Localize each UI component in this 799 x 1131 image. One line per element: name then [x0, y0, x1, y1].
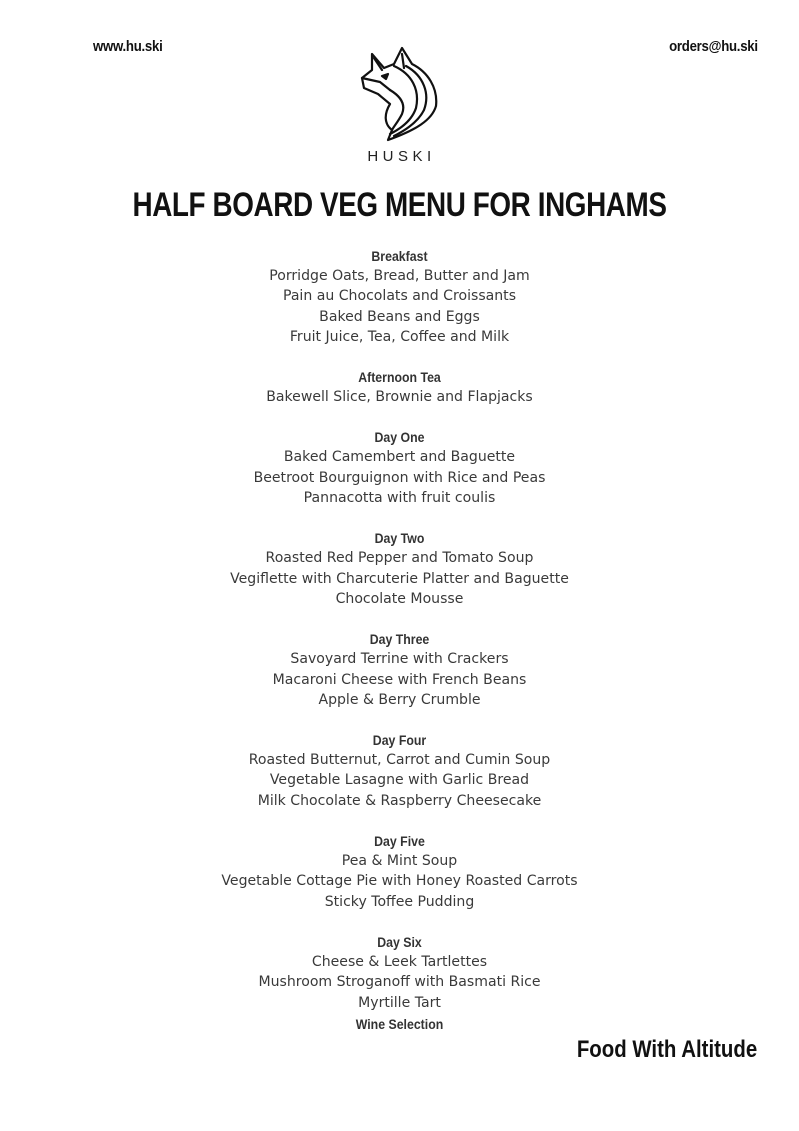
- menu-section-day-six: [0, 932, 799, 1013]
- section-heading: Afternoon Tea: [358, 369, 441, 386]
- menu-item: Macaroni Cheese with French Beans: [272, 671, 527, 688]
- menu-section-day-one: [0, 427, 799, 508]
- menu-item: Porridge Oats, Bread, Butter and Jam: [269, 268, 530, 284]
- menu-item: Roasted Red Pepper and Tomato Soup: [265, 550, 534, 567]
- page-title: HALF BOARD VEG MENU FOR INGHAMS: [132, 186, 667, 224]
- menu-item: Baked Camembert and Baguette: [283, 449, 516, 466]
- menu-item: Mushroom Stroganoff with Basmati Rice: [258, 974, 541, 991]
- logo: [0, 44, 799, 165]
- menu-item: Savoyard Terrine with Crackers: [290, 651, 509, 668]
- menu-item: Pannacotta with fruit coulis: [303, 490, 496, 507]
- menu-item: Myrtille Tart: [358, 994, 441, 1011]
- menu-list: [0, 246, 799, 1034]
- menu-section-day-three: [0, 629, 799, 710]
- menu-item: Sticky Toffee Pudding: [324, 893, 475, 910]
- menu-item: Vegetable Lasagne with Garlic Bread: [269, 772, 530, 789]
- tagline: Food With Altitude: [576, 1036, 757, 1063]
- menu-item: Pain au Chocolats and Croissants: [282, 288, 517, 305]
- menu-section-day-four: [0, 730, 799, 811]
- menu-section-afternoon-tea: [0, 367, 799, 407]
- menu-item: Cheese & Leek Tartlettes: [311, 953, 488, 970]
- email-link[interactable]: orders@hu.ski: [669, 38, 758, 55]
- menu-item: Chocolate Mousse: [335, 590, 464, 607]
- menu-item: Fruit Juice, Tea, Coffee and Milk: [289, 328, 510, 345]
- section-heading: Day Four: [372, 732, 427, 749]
- brand-name: HUSKI: [367, 148, 436, 165]
- menu-item: Apple & Berry Crumble: [318, 691, 481, 708]
- menu-section-breakfast: [0, 246, 799, 347]
- menu-item: Roasted Butternut, Carrot and Cumin Soup: [248, 752, 551, 769]
- section-heading: Breakfast: [371, 248, 428, 264]
- menu-item: Pea & Mint Soup: [341, 853, 458, 870]
- website-link[interactable]: www.hu.ski: [93, 38, 163, 55]
- menu-item: Vegiflette with Charcuterie Platter and Baguette: [230, 570, 569, 587]
- menu-item: Milk Chocolate & Raspberry Cheesecake: [257, 792, 542, 809]
- section-heading: Day Three: [369, 631, 430, 648]
- husky-logo-icon: [358, 44, 442, 142]
- menu-section-day-five: [0, 831, 799, 912]
- section-heading: Day One: [374, 429, 425, 446]
- menu-item: Bakewell Slice, Brownie and Flapjacks: [266, 389, 533, 406]
- menu-section-day-two: [0, 528, 799, 609]
- menu-item: Baked Beans and Eggs: [319, 308, 480, 325]
- wine-selection-heading: Wine Selection: [355, 1015, 444, 1032]
- section-heading: Day Five: [374, 833, 425, 850]
- menu-item: Vegetable Cottage Pie with Honey Roasted Carrots: [221, 873, 578, 890]
- section-heading: Day Two: [374, 530, 425, 547]
- menu-item: Beetroot Bourguignon with Rice and Peas: [253, 469, 546, 486]
- section-heading: Day Six: [377, 933, 422, 950]
